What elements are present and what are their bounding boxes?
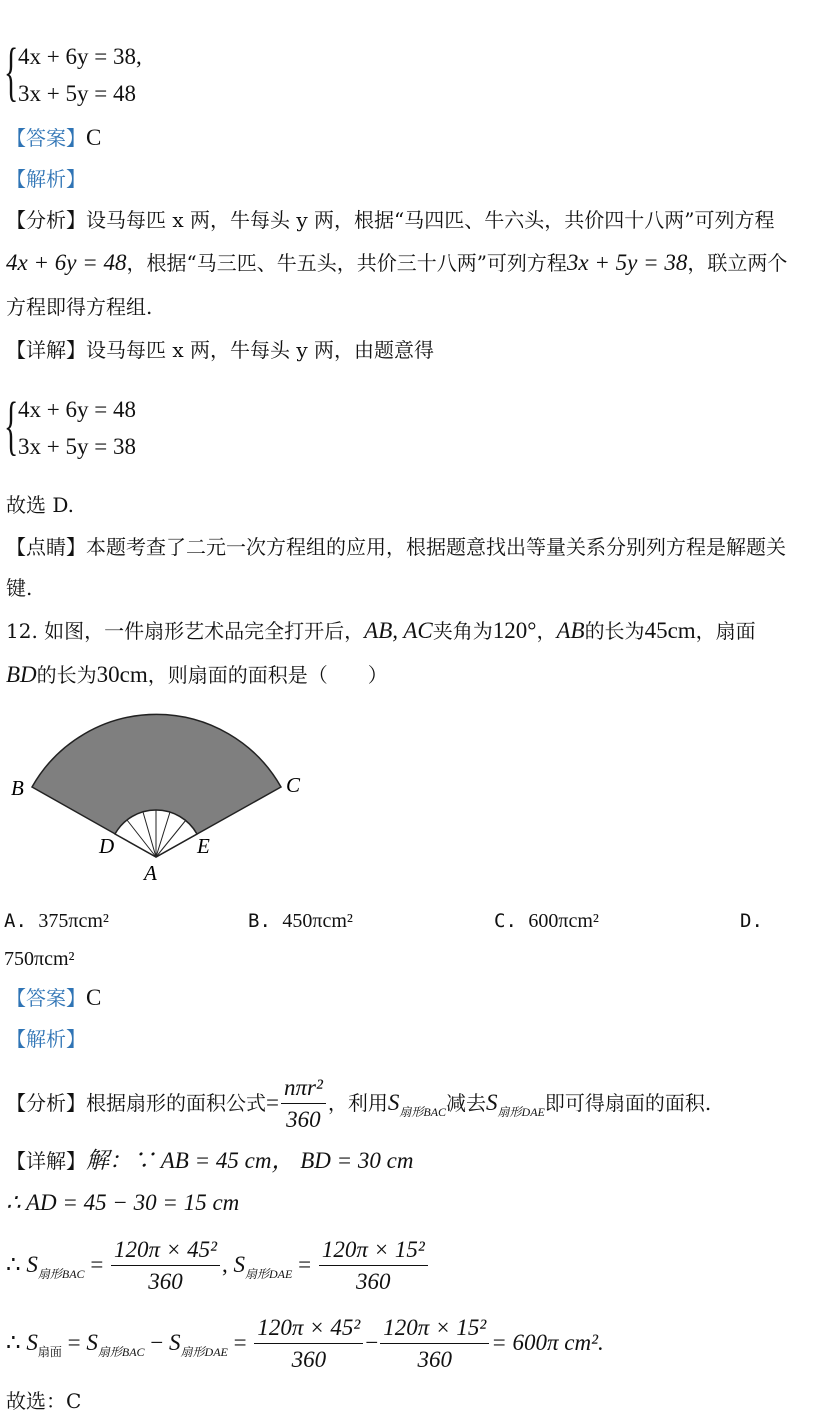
option-d-value <box>4 946 75 972</box>
equation: 3x + 5y = 48 <box>18 81 136 106</box>
choice-line: 故选：C <box>6 1389 82 1413</box>
stem-text: 的长为 <box>36 663 97 687</box>
stem-math: 45cm <box>644 618 696 643</box>
answer-value: C <box>86 985 102 1010</box>
fenxi-text: ，利用 <box>327 1091 388 1115</box>
fenxi-text: 设马每匹 x 两，牛每头 y 两，根据“马四匹、牛六头，共价四十八两”可列方程 <box>86 208 775 232</box>
detail-line <box>6 1189 239 1217</box>
question-stem <box>6 661 388 689</box>
ad-computation: ∴ AD = 45 − 30 = 15 cm <box>6 1190 240 1215</box>
question-stem <box>6 617 756 645</box>
detail-line <box>6 336 434 364</box>
stem-text: ， <box>536 619 557 643</box>
sector-area-line: ∴ $S_{扇形BAC}$ = $\frac{\text{120π × 45²}}{360}$ , $S_{扇形DAE}$ = $\frac{\text{120π × 15²}}{360}$ <box>6 1232 430 1307</box>
final-area-line: ∴ $S_{扇面} = S_{扇形BAC} - S_{扇形DAE}$ = $\frac{\text{120π × 45²}}{360}$ − $\frac{\text{120π × 15²}}{360}$ = 600π cm². <box>6 1310 604 1385</box>
analysis-line: 【分析】根据扇形的面积公式= $\frac{\text{nπr²}}{360}$ ，利用$S_{扇形BAC}$减去$S_{扇形DAE}$即可得扇面的面积. <box>6 1066 711 1149</box>
answer-line <box>6 984 101 1012</box>
analysis-tag: 【解析】 <box>6 167 86 191</box>
comment-line: 键. <box>6 576 33 600</box>
fraction: $\frac{\text{120π × 45²}}{360}$ <box>254 1313 363 1376</box>
dianjing-tag: 【点睛】 <box>6 535 86 559</box>
analysis-line <box>6 249 787 277</box>
fenxi-text: ，联立两个 <box>687 251 788 275</box>
dianjing-text: 本题考查了二元一次方程组的应用，根据题意找出等量关系分别列方程是解题关 <box>86 535 786 559</box>
detail-line <box>6 1147 413 1175</box>
inline-equation: 4x + 6y = 48 <box>6 250 127 275</box>
xiangjie-tag: 【详解】 <box>6 338 86 362</box>
fraction: $\frac{\text{120π × 45²}}{360}$ <box>111 1235 220 1298</box>
option-d <box>740 908 763 934</box>
fenxi-text: 减去 <box>446 1091 487 1115</box>
label-E: E <box>197 834 210 858</box>
stem-math: 120° <box>492 618 537 643</box>
stem-math: AB, AC <box>364 618 433 643</box>
final-result: = 600π cm². <box>491 1330 604 1355</box>
option-a <box>4 908 109 934</box>
xiangjie-tag: 【详解】 <box>6 1149 86 1173</box>
analysis-line <box>6 206 774 234</box>
xiangjie-math: 解：∵ AB = 45 cm， BD = 30 cm <box>86 1148 414 1173</box>
stem-text: 夹角为 <box>432 619 493 643</box>
answer-tag: 【答案】 <box>6 986 86 1010</box>
choice-line: 故选 D. <box>6 493 75 517</box>
xiangjie-text: 设马每匹 x 两，牛每头 y 两，由题意得 <box>86 338 435 362</box>
system-brace: { <box>4 389 19 462</box>
option-letter: C. <box>494 910 517 932</box>
label-A: A <box>144 861 157 885</box>
fraction: $\frac{\text{120π × 15²}}{360}$ <box>319 1235 428 1298</box>
analysis-line: 方程即得方程组. <box>6 295 153 319</box>
fenxi-text: ，根据“马三匹、牛五头，共价三十八两”可列方程 <box>126 251 567 275</box>
stem-math: BD <box>6 662 37 687</box>
answer-line <box>6 124 101 152</box>
option-letter: D. <box>740 910 763 932</box>
fenxi-tag: 【分析】 <box>6 1091 86 1115</box>
option-c <box>494 908 599 934</box>
equation: 3x + 5y = 38 <box>18 434 136 459</box>
fan-figure <box>0 700 320 890</box>
equation: 4x + 6y = 48 <box>18 397 136 422</box>
label-D: D <box>99 834 115 858</box>
stem-text: ，则扇面的面积是（ ） <box>147 663 388 687</box>
option-letter: A. <box>4 910 27 932</box>
fraction: $\frac{\text{120π × 15²}}{360}$ <box>380 1313 489 1376</box>
stem-math: AB <box>556 618 585 643</box>
comment-line <box>6 533 786 561</box>
option-value: 600πcm² <box>528 910 599 932</box>
inline-equation: 3x + 5y = 38 <box>566 250 688 275</box>
answer-value: C <box>86 125 102 150</box>
option-letter: B. <box>248 910 271 932</box>
label-B: B <box>11 776 24 800</box>
option-value: 450πcm² <box>282 910 353 932</box>
label-C: C <box>286 773 301 797</box>
analysis-tag: 【解析】 <box>6 1027 86 1051</box>
stem-text: ，扇面 <box>695 619 756 643</box>
equation: 4x + 6y = 38, <box>18 44 142 69</box>
system-brace: { <box>4 35 19 108</box>
fenxi-tag: 【分析】 <box>6 208 86 232</box>
option-value: 375πcm² <box>38 910 109 932</box>
fenxi-text: 根据扇形的面积公式 <box>86 1091 266 1115</box>
stem-math: 30cm <box>96 662 148 687</box>
area-formula: $\frac{\text{nπr²}}{360}$ <box>281 1073 326 1136</box>
stem-text: 12. 如图，一件扇形艺术品完全打开后， <box>6 619 365 643</box>
option-b <box>248 908 353 934</box>
stem-text: 的长为 <box>584 619 645 643</box>
answer-tag: 【答案】 <box>6 126 86 150</box>
fenxi-text: 即可得扇面的面积. <box>544 1091 712 1115</box>
option-value: 750πcm² <box>4 948 75 970</box>
